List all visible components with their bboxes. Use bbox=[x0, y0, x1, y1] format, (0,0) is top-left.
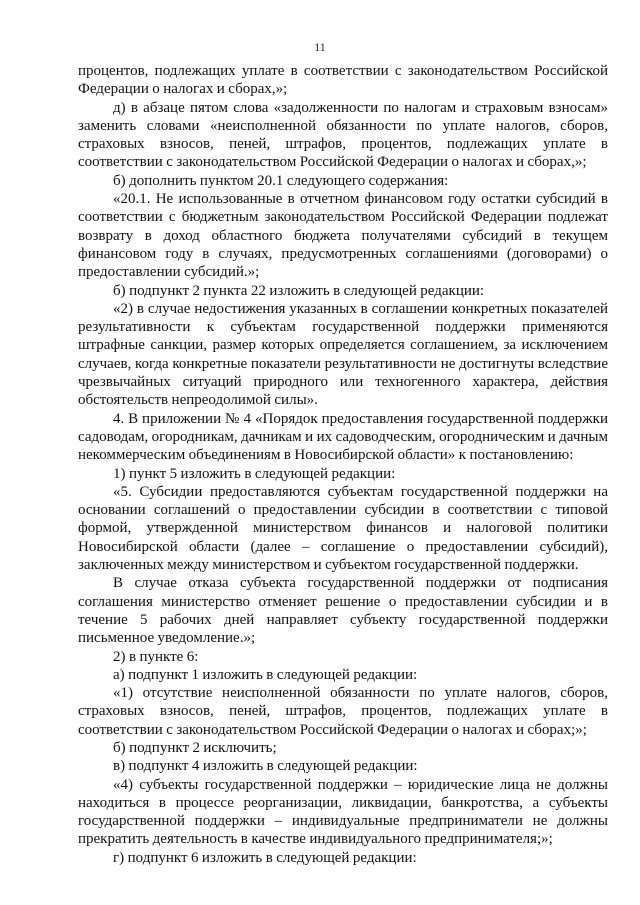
document-body bbox=[78, 62, 608, 867]
paragraph: б) подпункт 2 исключить; bbox=[113, 739, 277, 756]
paragraph: в) подпункт 4 изложить в следующей редакции: bbox=[113, 758, 418, 775]
paragraph: процентов, подлежащих уплате в соответствии с законодательством Российской Федерации о налогах и сборах,»; bbox=[78, 63, 608, 98]
paragraph: б) дополнить пунктом 20.1 следующего содержания: bbox=[113, 172, 449, 189]
paragraph: 2) в пункте 6: bbox=[113, 648, 199, 665]
paragraph: г) подпункт 6 изложить в следующей редакции: bbox=[113, 849, 417, 866]
paragraph: 1) пункт 5 изложить в следующей редакции: bbox=[113, 465, 396, 482]
paragraph: д) в абзаце пятом слова «задолженности по налогам и страховым взносам» заменить словами «неисполненной обязанности по уплате налогов, сборов, страховых взносов, пеней, штрафов, процентов, подлежащих уплате в соответствии с законодательством Российской Федерации о налогах и сборах,»; bbox=[78, 99, 608, 171]
paragraph: «1) отсутствие неисполненной обязанности по уплате налогов, сборов, страховых взносов, пеней, штрафов, процентов, подлежащих уплате в соответствии с законодательством Российской Федерации о налогах и сборах;»; bbox=[78, 685, 608, 738]
paragraph: б) подпункт 2 пункта 22 изложить в следующей редакции: bbox=[113, 282, 485, 299]
paragraph: В случае отказа субъекта государственной поддержки от подписания соглашения министерство отменяет решение о предоставлении субсидии и в течение 5 рабочих дней направляет субъекту государственной поддержки письменное уведомление.»; bbox=[78, 575, 608, 647]
paragraph: «5. Субсидии предоставляются субъектам государственной поддержки на основании соглашений о предоставлении субсидии в соответствии с типовой формой, утвержденной министерством финансов и налоговой политики Новосибирской области (далее – соглашение о предоставлении субсидий), заключенных между министерством и субъектом государственной поддержки. bbox=[78, 483, 608, 574]
paragraph: «4) субъекты государственной поддержки – юридические лица не должны находиться в процессе реорганизации, ликвидации, банкротства, а субъекты государственной поддержки – индивидуальные предприниматели не должны прекратить деятельность в качестве индивидуального предпринимателя;»; bbox=[78, 776, 608, 848]
paragraph: 4. В приложении № 4 «Порядок предоставления государственной поддержки садоводам, огородникам, дачникам и их садоводческим, огородническим и дачным некоммерческим объединениям в Новосибирской области» к постановлению: bbox=[78, 410, 608, 464]
paragraph: «20.1. Не использованные в отчетном финансовом году остатки субсидий в соответствии с бюджетным законодательством Российской Федерации подлежат возврату в доход областного бюджета получателями субсидий в текущем финансовом году в случаях, предусмотренных соглашениями (договорами) о предоставлении субсидий.»; bbox=[78, 191, 608, 281]
paragraph: «2) в случае недостижения указанных в соглашении конкретных показателей результативности к субъектам государственной поддержки применяются штрафные санкции, размер которых определяется соглашением, за исключением случаев, когда конкретные показатели результативности не достигнуты вследствие чрезвычайных ситуаций природного или техногенного характера, действия обстоятельств непреодолимой силы». bbox=[78, 300, 608, 409]
page-number: 11 bbox=[314, 40, 326, 54]
paragraph: а) подпункт 1 изложить в следующей редакции: bbox=[113, 666, 418, 683]
